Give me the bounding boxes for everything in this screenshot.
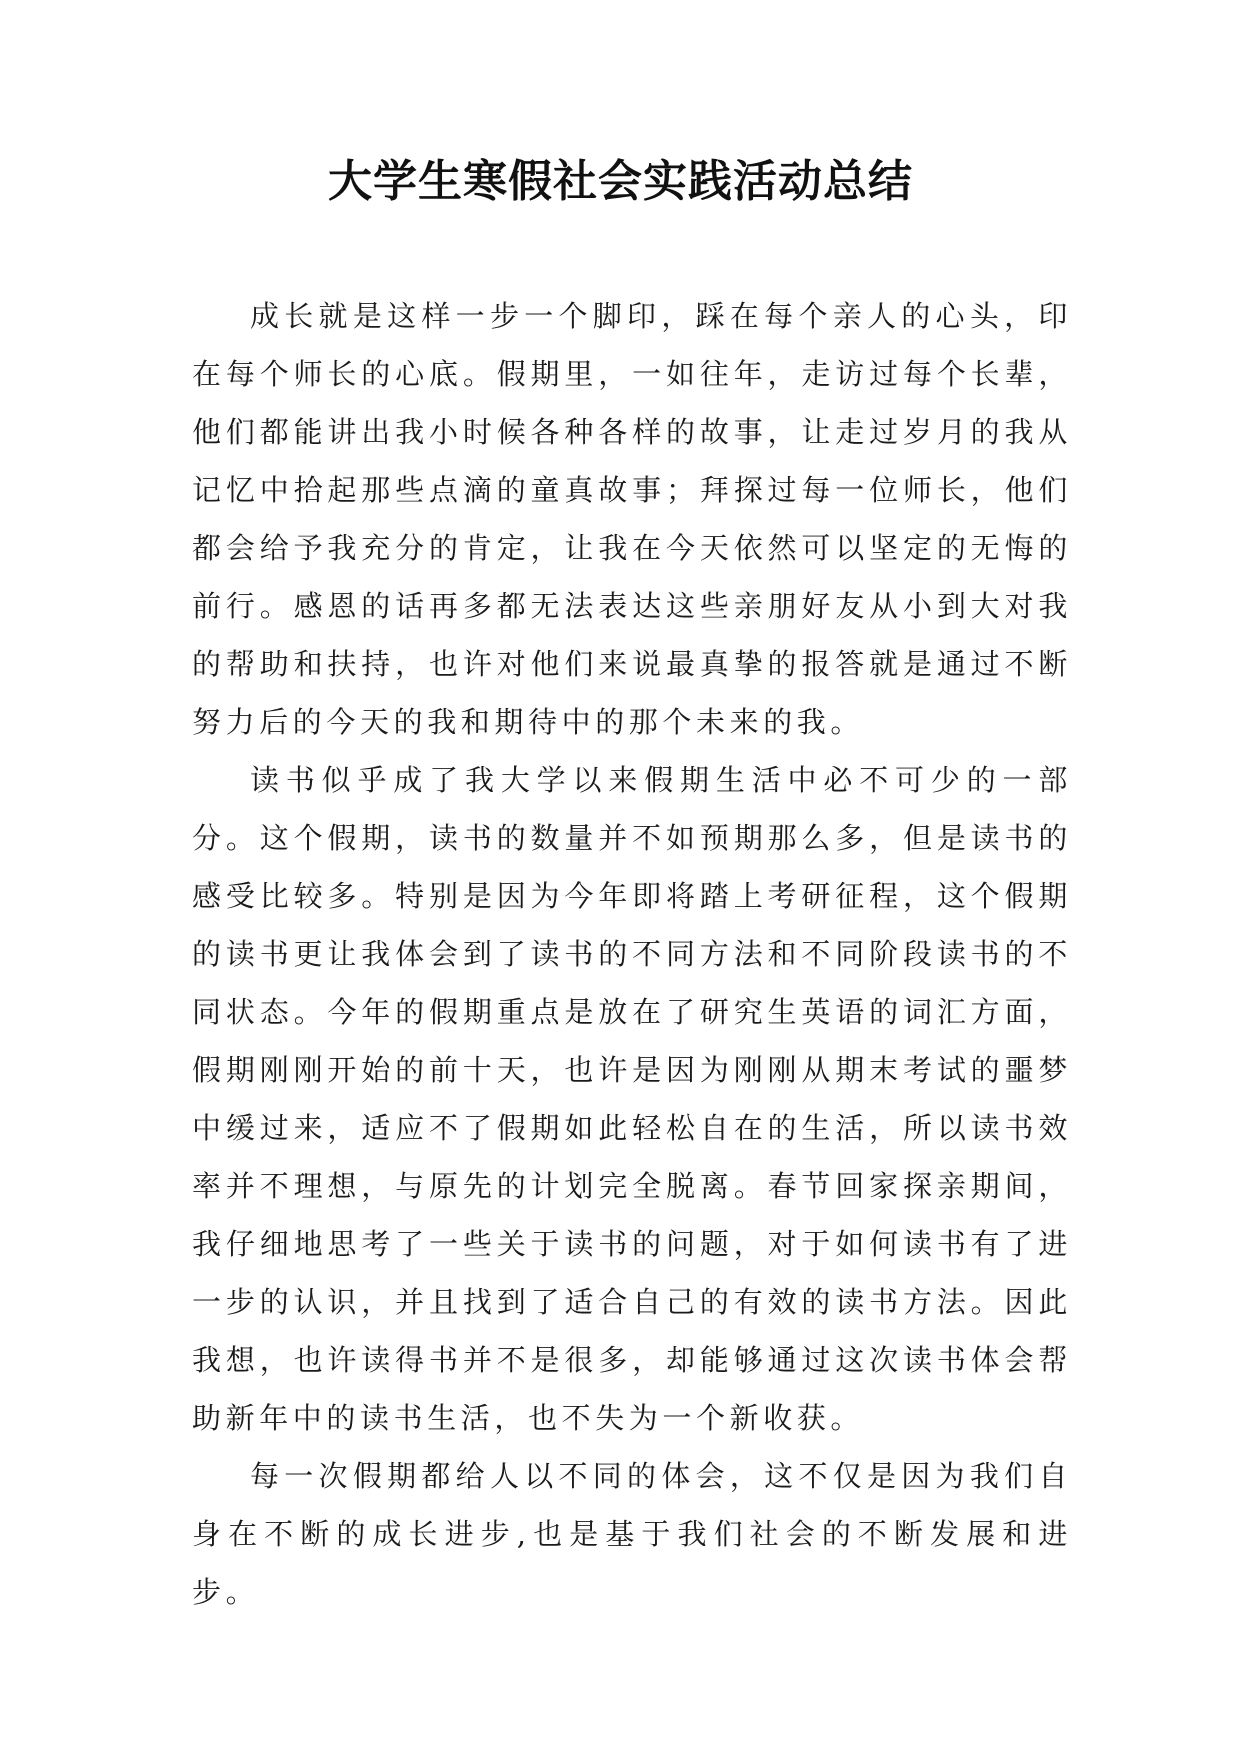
paragraph-1: 成长就是这样一步一个脚印，踩在每个亲人的心头，印在每个师长的心底。假期里，一如往年，走访过每个长辈，他们都能讲出我小时候各种各样的故事，让走过岁月的我从记忆中拾起那些点滴的童真故事；拜探过每一位师长，他们都会给予我充分的肯定，让我在今天依然可以坚定的无悔的前行。感恩的话再多都无法表达这些亲朋好友从小到大对我的帮助和扶持，也许对他们来说最真挚的报答就是通过不断努力后的今天的我和期待中的那个未来的我。 — [192, 299, 1072, 739]
document-title: 大学生寒假社会实践活动总结 — [328, 156, 913, 207]
paragraph-2: 读书似乎成了我大学以来假期生活中必不可少的一部分。这个假期，读书的数量并不如预期那么多，但是读书的感受比较多。特别是因为今年即将踏上考研征程，这个假期的读书更让我体会到了读书的不同方法和不同阶段读书的不同状态。今年的假期重点是放在了研究生英语的词汇方面，假期刚刚开始的前十天，也许是因为刚刚从期末考试的噩梦中缓过来，适应不了假期如此轻松自在的生活，所以读书效率并不理想，与原先的计划完全脱离。春节回家探亲期间，我仔细地思考了一些关于读书的问题，对于如何读书有了进一步的认识，并且找到了适合自己的有效的读书方法。因此我想，也许读得书并不是很多，却能够通过这次读书体会帮助新年中的读书生活，也不失为一个新收获。 — [192, 763, 1072, 1435]
paragraph-3: 每一次假期都给人以不同的体会，这不仅是因为我们自身在不断的成长进步,也是基于我们社会的不断发展和进步。 — [192, 1459, 1072, 1609]
document-body — [192, 287, 1072, 1621]
